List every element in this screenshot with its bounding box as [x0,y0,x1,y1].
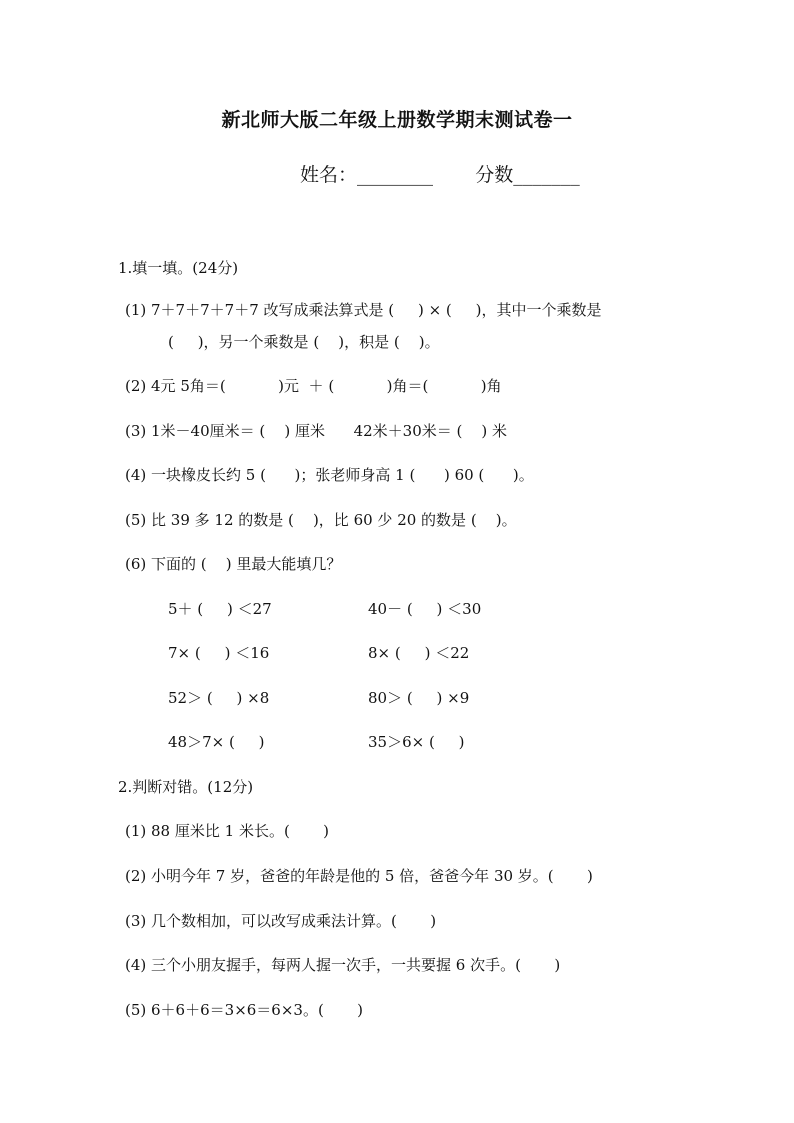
inequality-left: 7× ( ) ＜16 [168,644,270,662]
inequality-right: 80＞ ( ) ×9 [368,689,470,707]
inequality-right: 8× ( ) ＜22 [368,644,470,662]
inequality-right: 40－ ( ) ＜30 [368,600,482,618]
question-1-4: (4) 一块橡皮长约 5 ( )；张老师身高 1 ( ) 60 ( )。 [125,466,534,484]
question-2-2: (2) 小明今年 7 岁，爸爸的年龄是他的 5 倍，爸爸今年 30 岁。( ) [125,867,593,885]
section2-heading: 2.判断对错。(12分) [118,778,254,796]
inequality-left: 52＞ ( ) ×8 [168,689,270,707]
inequality-left: 5＋ ( ) ＜27 [168,600,272,618]
question-1-1-cont: ( )，另一个乘数是 ( )，积是 ( )。 [168,333,440,351]
inequality-left: 48＞7× ( ) [168,733,265,751]
name-score-line: 姓名：________ 分数_______ [300,164,580,186]
inequality-right: 35＞6× ( ) [368,733,465,751]
section1-heading: 1.填一填。(24分) [118,259,239,277]
question-1-2: (2) 4元 5角＝( )元 ＋ ( )角＝( )角 [125,377,502,395]
question-2-4: (4) 三个小朋友握手，每两人握一次手，一共要握 6 次手。( ) [125,956,561,974]
question-2-1: (1) 88 厘米比 1 米长。( ) [125,822,330,840]
question-2-3: (3) 几个数相加，可以改写成乘法计算。( ) [125,912,437,930]
question-1-5: (5) 比 39 多 12 的数是 ( )，比 60 少 20 的数是 ( )。 [125,511,517,529]
question-1-3: (3) 1米－40厘米＝ ( ) 厘米 42米＋30米＝ ( ) 米 [125,422,508,440]
question-1-1: (1) 7＋7＋7＋7＋7 改写成乘法算式是 ( ) × ( )，其中一个乘数是 [125,301,602,319]
question-1-6: (6) 下面的 ( ) 里最大能填几？ [125,555,342,573]
page-title: 新北师大版二年级上册数学期末测试卷一 [221,109,573,131]
question-2-5: (5) 6＋6＋6＝3×6＝6×3。( ) [125,1001,364,1019]
